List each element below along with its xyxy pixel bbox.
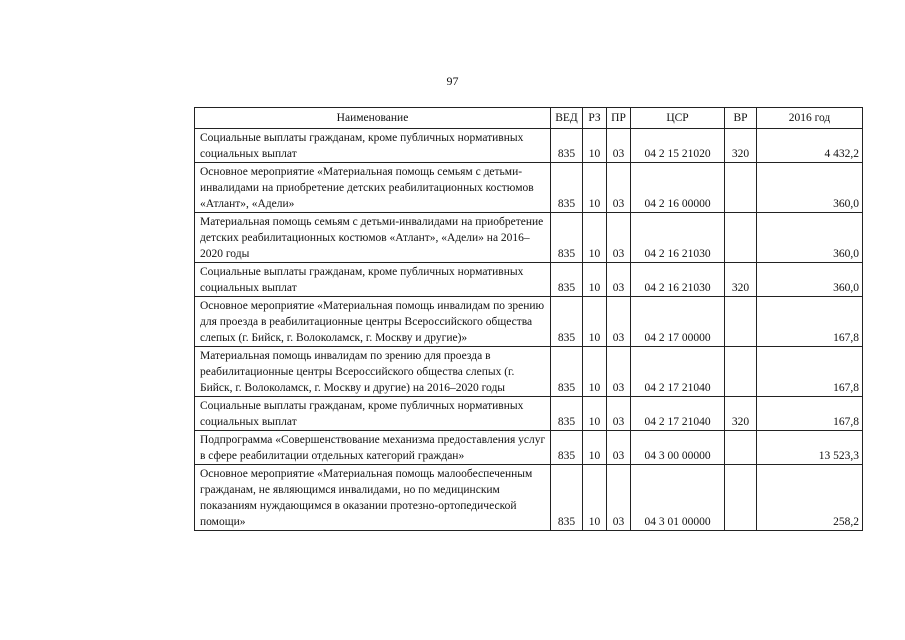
row-vr: [725, 431, 757, 465]
row-amount: 167,8: [757, 297, 863, 347]
row-name: Социальные выплаты гражданам, кроме публичных нормативных социальных выплат: [195, 397, 551, 431]
row-ved: 835: [551, 129, 583, 163]
row-rz: 10: [583, 263, 607, 297]
row-name: Социальные выплаты гражданам, кроме публичных нормативных социальных выплат: [195, 129, 551, 163]
table-row: [195, 129, 863, 163]
row-csr: 04 3 01 00000: [631, 465, 725, 531]
row-csr: 04 2 16 21030: [631, 213, 725, 263]
row-ved: 835: [551, 347, 583, 397]
table-row: [195, 431, 863, 465]
row-name: Материальная помощь инвалидам по зрению для проезда в реабилитационные центры Всероссийского общества слепых (г. Бийск, г. Волоколамск, г. Москву и другие) на 2016–2020 годы: [195, 347, 551, 397]
header-csr: ЦСР: [631, 108, 725, 129]
row-rz: 10: [583, 213, 607, 263]
row-csr: 04 2 15 21020: [631, 129, 725, 163]
row-name: Основное мероприятие «Материальная помощь малообеспеченным гражданам, не являющимся инвалидами, но по медицинским показаниям нуждающимся в оказании протезно-ортопедической помощи»: [195, 465, 551, 531]
row-amount: 360,0: [757, 213, 863, 263]
table-row: [195, 163, 863, 213]
header-year: 2016 год: [757, 108, 863, 129]
row-rz: 10: [583, 129, 607, 163]
table-row: [195, 465, 863, 531]
header-pr: ПР: [607, 108, 631, 129]
row-vr: [725, 163, 757, 213]
row-amount: 13 523,3: [757, 431, 863, 465]
row-ved: 835: [551, 163, 583, 213]
row-rz: 10: [583, 397, 607, 431]
row-ved: 835: [551, 297, 583, 347]
header-ved: ВЕД: [551, 108, 583, 129]
row-rz: 10: [583, 465, 607, 531]
row-name: Основное мероприятие «Материальная помощь инвалидам по зрению для проезда в реабилитационные центры Всероссийского общества слепых (г. Бийск, г. Волоколамск, г. Москву и другие)»: [195, 297, 551, 347]
row-pr: 03: [607, 347, 631, 397]
row-rz: 10: [583, 431, 607, 465]
row-pr: 03: [607, 465, 631, 531]
row-pr: 03: [607, 431, 631, 465]
row-name: Социальные выплаты гражданам, кроме публичных нормативных социальных выплат: [195, 263, 551, 297]
row-rz: 10: [583, 163, 607, 213]
row-pr: 03: [607, 397, 631, 431]
row-csr: 04 2 17 00000: [631, 297, 725, 347]
header-vr: ВР: [725, 108, 757, 129]
row-vr: 320: [725, 397, 757, 431]
row-csr: 04 2 16 00000: [631, 163, 725, 213]
row-ved: 835: [551, 431, 583, 465]
row-ved: 835: [551, 465, 583, 531]
page-number: 97: [446, 74, 459, 88]
row-vr: [725, 347, 757, 397]
row-pr: 03: [607, 297, 631, 347]
row-amount: 167,8: [757, 397, 863, 431]
row-csr: 04 2 16 21030: [631, 263, 725, 297]
row-name: Основное мероприятие «Материальная помощь семьям с детьми-инвалидами на приобретение детских реабилитационных костюмов «Атлант», «Адели»: [195, 163, 551, 213]
row-rz: 10: [583, 347, 607, 397]
row-amount: 360,0: [757, 163, 863, 213]
table-row: [195, 347, 863, 397]
row-pr: 03: [607, 213, 631, 263]
row-pr: 03: [607, 129, 631, 163]
row-vr: [725, 213, 757, 263]
row-csr: 04 2 17 21040: [631, 347, 725, 397]
row-ved: 835: [551, 263, 583, 297]
row-amount: 360,0: [757, 263, 863, 297]
table-row: [195, 297, 863, 347]
table-row: [195, 397, 863, 431]
row-csr: 04 3 00 00000: [631, 431, 725, 465]
row-pr: 03: [607, 263, 631, 297]
row-vr: 320: [725, 263, 757, 297]
row-amount: 258,2: [757, 465, 863, 531]
row-ved: 835: [551, 397, 583, 431]
row-rz: 10: [583, 297, 607, 347]
row-vr: [725, 297, 757, 347]
header-name: Наименование: [195, 108, 551, 129]
row-vr: [725, 465, 757, 531]
row-vr: 320: [725, 129, 757, 163]
row-name: Подпрограмма «Совершенствование механизма предоставления услуг в сфере реабилитации отдельных категорий граждан»: [195, 431, 551, 465]
row-amount: 167,8: [757, 347, 863, 397]
row-ved: 835: [551, 213, 583, 263]
header-rz: РЗ: [583, 108, 607, 129]
table-row: [195, 213, 863, 263]
row-amount: 4 432,2: [757, 129, 863, 163]
row-csr: 04 2 17 21040: [631, 397, 725, 431]
table-header-row: [195, 108, 863, 129]
table-row: [195, 263, 863, 297]
budget-table: [194, 107, 863, 531]
row-name: Материальная помощь семьям с детьми-инвалидами на приобретение детских реабилитационных костюмов «Атлант», «Адели» на 2016–2020 годы: [195, 213, 551, 263]
row-pr: 03: [607, 163, 631, 213]
